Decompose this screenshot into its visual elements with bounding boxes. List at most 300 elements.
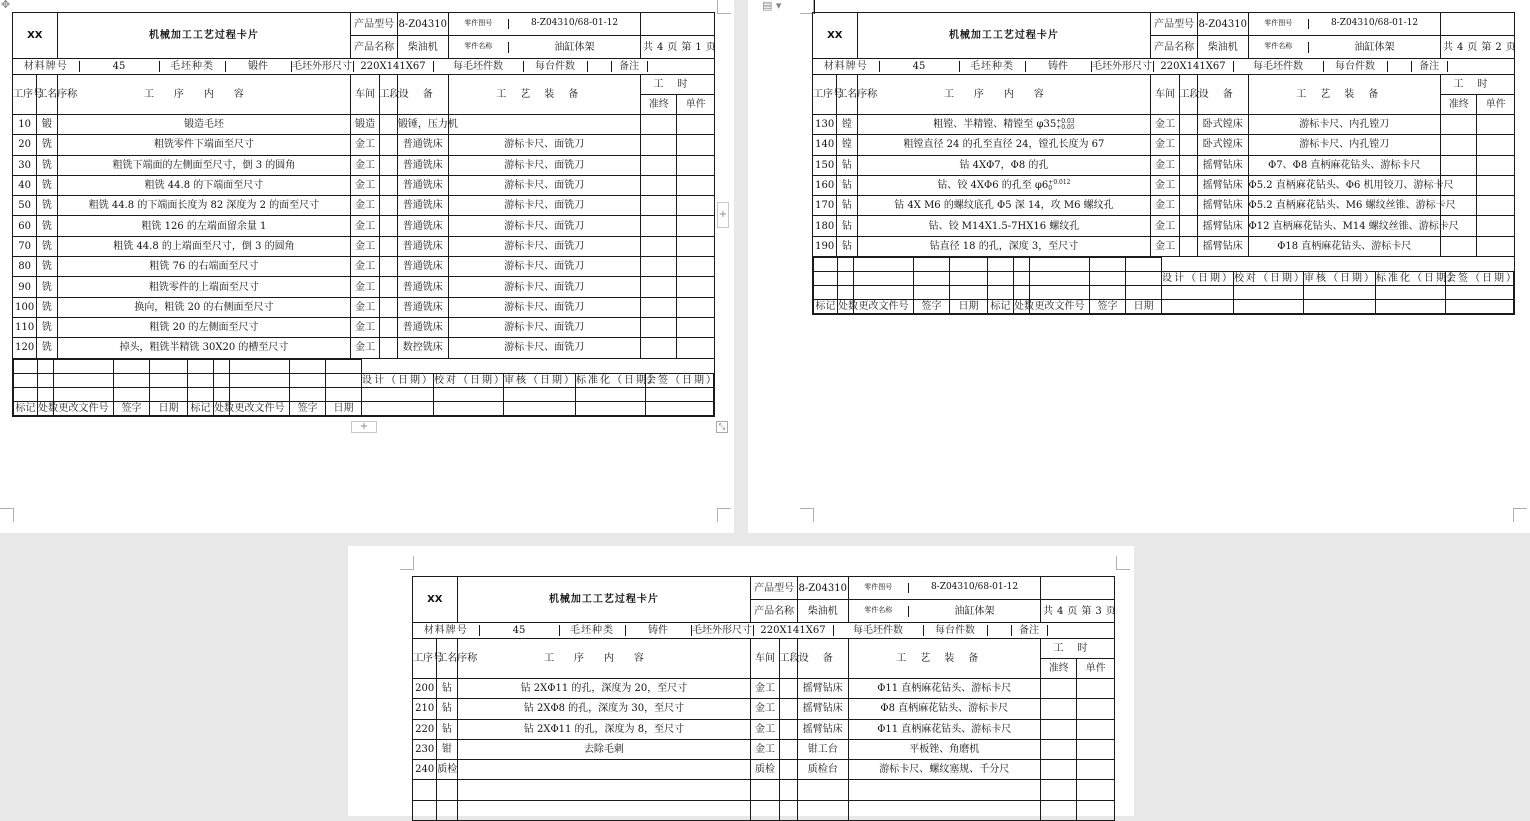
col-op-content: 工序内容	[57, 75, 351, 115]
blank-size-label: 毛坯外形尺寸	[292, 61, 352, 72]
standard-signoff: 标准化（日期）	[1376, 273, 1460, 285]
material-label: 材料牌号	[13, 61, 79, 72]
workshop: 金工	[1151, 236, 1179, 256]
crop-mark	[717, 0, 731, 14]
op-content	[457, 760, 751, 780]
table-row	[13, 175, 715, 195]
table-row	[13, 155, 715, 175]
equipment: 普通铣床	[397, 257, 448, 277]
per-blank-label: 每毛坯件数	[1233, 61, 1323, 72]
col-setup-time: 准终	[640, 95, 676, 115]
op-name: 钳	[437, 739, 457, 759]
table-row	[813, 196, 1515, 216]
equipment: 普通铣床	[397, 175, 448, 195]
add-column-handle[interactable]: +	[717, 202, 729, 228]
op-name: 铣	[37, 236, 57, 256]
crop-mark	[0, 508, 14, 522]
op-name: 钻	[437, 699, 457, 719]
revision-label: 日期	[150, 401, 188, 415]
op-number: 230	[413, 739, 437, 759]
table-row	[813, 135, 1515, 155]
op-content: 粗铣零件的上端面至尺寸	[57, 277, 351, 297]
part-name: 油缸体架	[1354, 41, 1395, 53]
workshop: 金工	[1151, 155, 1179, 175]
remarks-label: 备注	[1411, 61, 1447, 72]
col-workshop: 车间	[1151, 75, 1179, 115]
part-name-label: 零件名称	[849, 606, 909, 617]
op-name: 铣	[37, 338, 57, 358]
col-setup-time: 准终	[1040, 659, 1076, 679]
col-op-no: 工序号	[813, 75, 837, 115]
blank-type: 铸件	[625, 625, 691, 636]
equipment: 摇臂钻床	[1197, 175, 1248, 195]
equipment: 普通铣床	[397, 196, 448, 216]
col-equipment: 设备	[797, 639, 848, 679]
op-name: 钻	[837, 236, 857, 256]
part-drawing: 8-Z04310/68-01-12	[1330, 18, 1419, 29]
workshop: 金工	[751, 719, 779, 739]
op-content: 粗镗、半精镗、精镗至 φ35+0.03 +0.05	[857, 115, 1151, 135]
document-page-1	[0, 0, 734, 533]
tooling: Φ11 直柄麻花钻头、游标卡尺	[848, 679, 1040, 699]
tooling: Φ11 直柄麻花钻头、游标卡尺	[848, 719, 1040, 739]
op-name: 镗	[837, 135, 857, 155]
col-section: 工段	[379, 75, 397, 115]
op-number: 220	[413, 719, 437, 739]
op-content: 钻 4XΦ7，Φ8 的孔	[857, 155, 1151, 175]
workshop: 金工	[1151, 216, 1179, 236]
workshop: 金工	[751, 739, 779, 759]
equipment: 摇臂钻床	[797, 699, 848, 719]
table-row	[813, 155, 1515, 175]
product-model-label: 产品型号	[1151, 13, 1198, 36]
op-number: 120	[13, 338, 37, 358]
process-card-table	[412, 576, 1115, 821]
design-signoff: 设计（日期）	[1162, 273, 1234, 285]
workshop: 金工	[751, 699, 779, 719]
card-title: 机械加工工艺过程卡片	[857, 13, 1151, 59]
table-row	[813, 216, 1515, 236]
workshop: 金工	[351, 196, 379, 216]
tooling: Φ7、Φ8 直柄麻花钻头、游标卡尺	[1248, 155, 1440, 175]
workshop: 金工	[351, 338, 379, 358]
tooling: 平板锉、角磨机	[848, 739, 1040, 759]
table-row	[413, 760, 1115, 780]
tooling: 游标卡尺、面铣刀	[448, 155, 640, 175]
tooling	[448, 115, 640, 135]
op-content: 粗铣 126 的左端面留余量 1	[57, 216, 351, 236]
crop-mark	[1513, 508, 1527, 522]
part-name: 油缸体架	[554, 41, 595, 53]
op-name: 铣	[37, 135, 57, 155]
equipment: 摇臂钻床	[1197, 236, 1248, 256]
op-number: 130	[813, 115, 837, 135]
crop-mark	[800, 508, 814, 522]
part-drawing: 8-Z04310/68-01-12	[530, 18, 619, 29]
blank-type-label: 毛坯种类	[959, 61, 1025, 72]
revision-label: 处数	[1014, 301, 1034, 313]
part-name-label: 零件名称	[1249, 42, 1309, 53]
op-content: 粗铣 44.8 的上端面至尺寸，倒 3 的圆角	[57, 236, 351, 256]
op-number: 20	[13, 135, 37, 155]
op-name: 钻	[837, 175, 857, 195]
factory-name: XX	[813, 13, 858, 59]
tooling: 游标卡尺、面铣刀	[448, 135, 640, 155]
equipment: 普通铣床	[397, 216, 448, 236]
op-content: 粗镗直径 24 的孔至直径 24，镗孔长度为 67	[857, 135, 1151, 155]
revision-label: 签字	[290, 401, 326, 415]
tooling: 游标卡尺、面铣刀	[448, 175, 640, 195]
col-op-content: 工序内容	[857, 75, 1151, 115]
col-hours: 工时	[640, 75, 714, 95]
table-row	[413, 679, 1115, 699]
table-row	[13, 277, 715, 297]
op-content: 钻 2XΦ11 的孔，深度为 8，至尺寸	[457, 719, 751, 739]
op-name: 铣	[37, 155, 57, 175]
op-name: 钻	[437, 719, 457, 739]
process-card-table	[12, 12, 718, 417]
revision-label: 更改文件号	[1030, 300, 1090, 314]
col-tooling: 工艺装备	[448, 75, 640, 115]
table-resize-icon[interactable]: ⤡	[716, 421, 728, 433]
op-name: 质检	[437, 760, 457, 780]
tooling: 游标卡尺、面铣刀	[448, 196, 640, 216]
part-drawing-label: 零件图号	[449, 19, 509, 29]
per-blank-label: 每毛坯件数	[433, 61, 523, 72]
material-value: 45	[879, 61, 959, 72]
equipment: 普通铣床	[397, 236, 448, 256]
revision-label: 签字	[1090, 300, 1126, 314]
op-number: 80	[13, 257, 37, 277]
op-number: 160	[813, 175, 837, 195]
col-hours: 工时	[1040, 639, 1114, 659]
equipment: 摇臂钻床	[1197, 216, 1248, 236]
check-signoff: 校对（日期）	[434, 374, 506, 386]
col-workshop: 车间	[351, 75, 379, 115]
workshop: 金工	[751, 679, 779, 699]
op-content: 粗铣 76 的右端面至尺寸	[57, 257, 351, 277]
tooling: 游标卡尺、面铣刀	[448, 317, 640, 337]
product-name-label: 产品名称	[351, 36, 398, 59]
material-value: 45	[479, 625, 559, 636]
tooling: Φ12 直柄麻花钻头、M14 螺纹丝锥、游标卡尺	[1248, 216, 1440, 236]
table-row	[13, 115, 715, 135]
revision-label: 日期	[950, 300, 988, 314]
blank-size-label: 毛坯外形尺寸	[692, 625, 752, 636]
col-section: 工段	[779, 639, 797, 679]
op-number: 100	[13, 297, 37, 317]
table-row	[413, 780, 1115, 800]
product-model-label: 产品型号	[351, 13, 398, 36]
op-number: 180	[813, 216, 837, 236]
op-content: 钻 2XΦ11 的孔，深度为 20，至尺寸	[457, 679, 751, 699]
op-name: 铣	[37, 317, 57, 337]
part-drawing-label: 零件图号	[849, 583, 909, 593]
factory-name: XX	[413, 577, 458, 623]
workshop: 金工	[351, 236, 379, 256]
process-card-table	[812, 12, 1518, 315]
op-content: 钻 2XΦ8 的孔，深度为 30，至尺寸	[457, 699, 751, 719]
op-name: 铣	[37, 216, 57, 236]
op-number: 10	[13, 115, 37, 135]
part-name: 油缸体架	[954, 605, 995, 617]
op-name: 钻	[837, 196, 857, 216]
tooling: 游标卡尺、内孔镗刀	[1248, 115, 1440, 135]
op-content: 锻造毛坯	[57, 115, 351, 135]
equipment: 锻锤，压力机	[397, 115, 448, 135]
op-name: 钻	[837, 216, 857, 236]
revision-label: 标记	[815, 301, 836, 313]
col-op-no: 工序号	[413, 639, 437, 679]
op-name: 铣	[37, 175, 57, 195]
table-row	[13, 338, 715, 358]
op-number: 60	[13, 216, 37, 236]
card-title: 机械加工工艺过程卡片	[457, 577, 751, 623]
table-row	[813, 115, 1515, 135]
op-number: 30	[13, 155, 37, 175]
per-unit-label: 每台件数	[923, 625, 987, 636]
col-op-name: 工名序称	[437, 639, 457, 679]
workshop: 金工	[351, 317, 379, 337]
revision-label: 签字	[914, 300, 950, 314]
design-signoff: 设计（日期）	[362, 374, 434, 386]
op-name: 铣	[37, 257, 57, 277]
col-workshop: 车间	[751, 639, 779, 679]
crop-mark	[400, 556, 414, 570]
document-page-3	[348, 546, 1134, 816]
add-row-handle[interactable]: +	[351, 421, 377, 433]
tooling: 游标卡尺、面铣刀	[448, 338, 640, 358]
equipment: 质检台	[797, 760, 848, 780]
op-content: 钻、铰 4XΦ6 的孔至 φ6+0.012 0	[857, 175, 1151, 195]
blank-size: 220X141X67	[1153, 61, 1233, 72]
op-number: 40	[13, 175, 37, 195]
review-signoff: 审核（日期）	[504, 374, 576, 386]
op-content: 粗铣 44.8 的下端面长度为 82 深度为 2 的面至尺寸	[57, 196, 351, 216]
blank-type-label: 毛坯种类	[159, 61, 225, 72]
blank-type: 铸件	[1025, 61, 1091, 72]
workshop: 质检	[751, 760, 779, 780]
col-section: 工段	[1179, 75, 1197, 115]
equipment: 数控铣床	[397, 338, 448, 358]
part-drawing: 8-Z04310/68-01-12	[930, 582, 1019, 593]
table-row	[13, 196, 715, 216]
workshop: 金工	[351, 257, 379, 277]
col-op-no: 工序号	[13, 75, 37, 115]
revision-label: 日期	[1126, 300, 1162, 314]
col-equipment: 设备	[1197, 75, 1248, 115]
page-count: 共 4 页 第 1 页	[640, 36, 714, 59]
product-model: 8-Z04310	[1197, 13, 1248, 36]
product-model: 8-Z04310	[797, 577, 848, 600]
tooling: 游标卡尺、内孔镗刀	[1248, 135, 1440, 155]
product-name-label: 产品名称	[1151, 36, 1198, 59]
per-blank-label: 每毛坯件数	[833, 625, 923, 636]
col-op-content: 工序内容	[457, 639, 751, 679]
op-content: 掉头，粗铣半精铣 30X20 的槽至尺寸	[57, 338, 351, 358]
product-model: 8-Z04310	[397, 13, 448, 36]
tooling: 游标卡尺、面铣刀	[448, 257, 640, 277]
material-label: 材料牌号	[413, 625, 479, 636]
equipment: 摇臂钻床	[797, 719, 848, 739]
page-count: 共 4 页 第 2 页	[1440, 36, 1514, 59]
op-number: 140	[813, 135, 837, 155]
review-signoff: 审核（日期）	[1304, 273, 1376, 285]
revision-label: 更改文件号	[854, 300, 914, 314]
op-name: 镗	[837, 115, 857, 135]
revision-label: 标记	[188, 401, 214, 415]
blank-size: 220X141X67	[753, 625, 833, 636]
table-row	[13, 297, 715, 317]
countersign-signoff: 会签（日期）	[646, 374, 718, 386]
tooling: Φ18 直柄麻花钻头、游标卡尺	[1248, 236, 1440, 256]
material-label: 材料牌号	[813, 61, 879, 72]
workshop: 金工	[351, 297, 379, 317]
table-row	[13, 317, 715, 337]
equipment: 卧式镗床	[1197, 115, 1248, 135]
document-options-icon[interactable]: ▤ ▾	[762, 0, 782, 12]
op-number: 240	[413, 760, 437, 780]
equipment: 普通铣床	[397, 317, 448, 337]
equipment: 普通铣床	[397, 297, 448, 317]
col-unit-time: 单件	[677, 95, 715, 115]
table-row	[13, 236, 715, 256]
product-name: 柴油机	[1197, 36, 1248, 59]
table-row	[413, 800, 1115, 820]
countersign-signoff: 会签（日期）	[1446, 273, 1518, 285]
revision-label: 处数	[838, 301, 858, 313]
per-unit-label: 每台件数	[523, 61, 587, 72]
col-op-name: 工名序称	[837, 75, 857, 115]
revision-label: 处数	[214, 402, 234, 414]
op-number: 90	[13, 277, 37, 297]
equipment: 摇臂钻床	[1197, 196, 1248, 216]
op-content: 钻、铰 M14X1.5-7HX16 螺纹孔	[857, 216, 1151, 236]
revision-label: 标记	[15, 402, 36, 414]
col-unit-time: 单件	[1477, 95, 1515, 115]
tooling: 游标卡尺、面铣刀	[448, 236, 640, 256]
op-number: 200	[413, 679, 437, 699]
op-number: 170	[813, 196, 837, 216]
table-row	[813, 236, 1515, 256]
check-signoff: 校对（日期）	[1234, 273, 1306, 285]
op-name: 铣	[37, 297, 57, 317]
table-row	[13, 257, 715, 277]
tooling: 游标卡尺、螺纹塞规、千分尺	[848, 760, 1040, 780]
col-unit-time: 单件	[1077, 659, 1115, 679]
crop-mark	[1116, 556, 1130, 570]
equipment: 摇臂钻床	[1197, 155, 1248, 175]
material-value: 45	[79, 61, 159, 72]
workshop: 金工	[1151, 175, 1179, 195]
blank-size-label: 毛坯外形尺寸	[1092, 61, 1152, 72]
op-number: 210	[413, 699, 437, 719]
standard-signoff: 标准化（日期）	[576, 374, 660, 386]
op-number: 150	[813, 155, 837, 175]
revision-label: 签字	[114, 401, 150, 415]
workshop: 金工	[351, 155, 379, 175]
blank-type: 锻件	[225, 61, 291, 72]
op-content: 钻直径 18 的孔，深度 3，至尺寸	[857, 236, 1151, 256]
remarks-label: 备注	[611, 61, 647, 72]
revision-label: 更改文件号	[230, 401, 290, 415]
workshop: 金工	[1151, 115, 1179, 135]
col-op-name: 工名序称	[37, 75, 57, 115]
remarks-label: 备注	[1011, 625, 1047, 636]
equipment: 普通铣床	[397, 135, 448, 155]
product-name-label: 产品名称	[751, 600, 798, 623]
op-name: 铣	[37, 277, 57, 297]
tooling: Φ5.2 直柄麻花钻头、M6 螺纹丝锥、游标卡尺	[1248, 196, 1440, 216]
op-content: 粗铣 44.8 的下端面至尺寸	[57, 175, 351, 195]
per-unit-label: 每台件数	[1323, 61, 1387, 72]
crop-mark	[717, 508, 731, 522]
workshop: 金工	[351, 135, 379, 155]
workshop: 金工	[1151, 196, 1179, 216]
op-content: 钻 4X M6 的螺纹底孔 Φ5 深 14，攻 M6 螺纹孔	[857, 196, 1151, 216]
equipment: 普通铣床	[397, 277, 448, 297]
op-content: 去除毛刺	[457, 739, 751, 759]
table-row	[813, 175, 1515, 195]
equipment: 卧式镗床	[1197, 135, 1248, 155]
blank-type-label: 毛坯种类	[559, 625, 625, 636]
revision-label: 标记	[988, 300, 1014, 314]
tooling: Φ5.2 直柄麻花钻头、Φ6 机用铰刀、游标卡尺	[1248, 175, 1440, 195]
blank-size: 220X141X67	[353, 61, 433, 72]
col-setup-time: 准终	[1440, 95, 1476, 115]
workshop: 锻造	[351, 115, 379, 135]
table-row	[413, 719, 1115, 739]
tooling: Φ8 直柄麻花钻头、游标卡尺	[848, 699, 1040, 719]
col-tooling: 工艺装备	[1248, 75, 1440, 115]
op-name: 钻	[837, 155, 857, 175]
factory-name: XX	[13, 13, 58, 59]
table-row	[413, 699, 1115, 719]
table-row	[413, 739, 1115, 759]
op-name: 钻	[437, 679, 457, 699]
workshop: 金工	[351, 175, 379, 195]
revision-label: 日期	[326, 401, 362, 415]
op-name: 锻	[37, 115, 57, 135]
revision-label: 更改文件号	[54, 401, 114, 415]
equipment: 钳工台	[797, 739, 848, 759]
op-content: 粗铣零件下端面至尺寸	[57, 135, 351, 155]
product-model-label: 产品型号	[751, 577, 798, 600]
op-content: 粗铣下端面的左侧面至尺寸，倒 3 的圆角	[57, 155, 351, 175]
table-move-icon[interactable]: ✥	[1, 0, 11, 11]
op-number: 110	[13, 317, 37, 337]
op-number: 70	[13, 236, 37, 256]
equipment: 摇臂钻床	[797, 679, 848, 699]
tooling: 游标卡尺、面铣刀	[448, 297, 640, 317]
col-hours: 工时	[1440, 75, 1514, 95]
op-content: 粗铣 20 的左侧面至尺寸	[57, 317, 351, 337]
product-name: 柴油机	[797, 600, 848, 623]
op-name: 铣	[37, 196, 57, 216]
tolerance: +0.012 0	[1048, 178, 1071, 192]
table-row	[13, 216, 715, 236]
page-count: 共 4 页 第 3 页	[1040, 600, 1114, 623]
card-title: 机械加工工艺过程卡片	[57, 13, 351, 59]
workshop: 金工	[351, 277, 379, 297]
tolerance: +0.03 +0.05	[1056, 117, 1075, 131]
op-content: 换向，粗铣 20 的右侧面至尺寸	[57, 297, 351, 317]
col-equipment: 设备	[397, 75, 448, 115]
op-number: 190	[813, 236, 837, 256]
document-page-2	[748, 0, 1530, 533]
col-tooling: 工艺装备	[848, 639, 1040, 679]
table-row	[13, 135, 715, 155]
